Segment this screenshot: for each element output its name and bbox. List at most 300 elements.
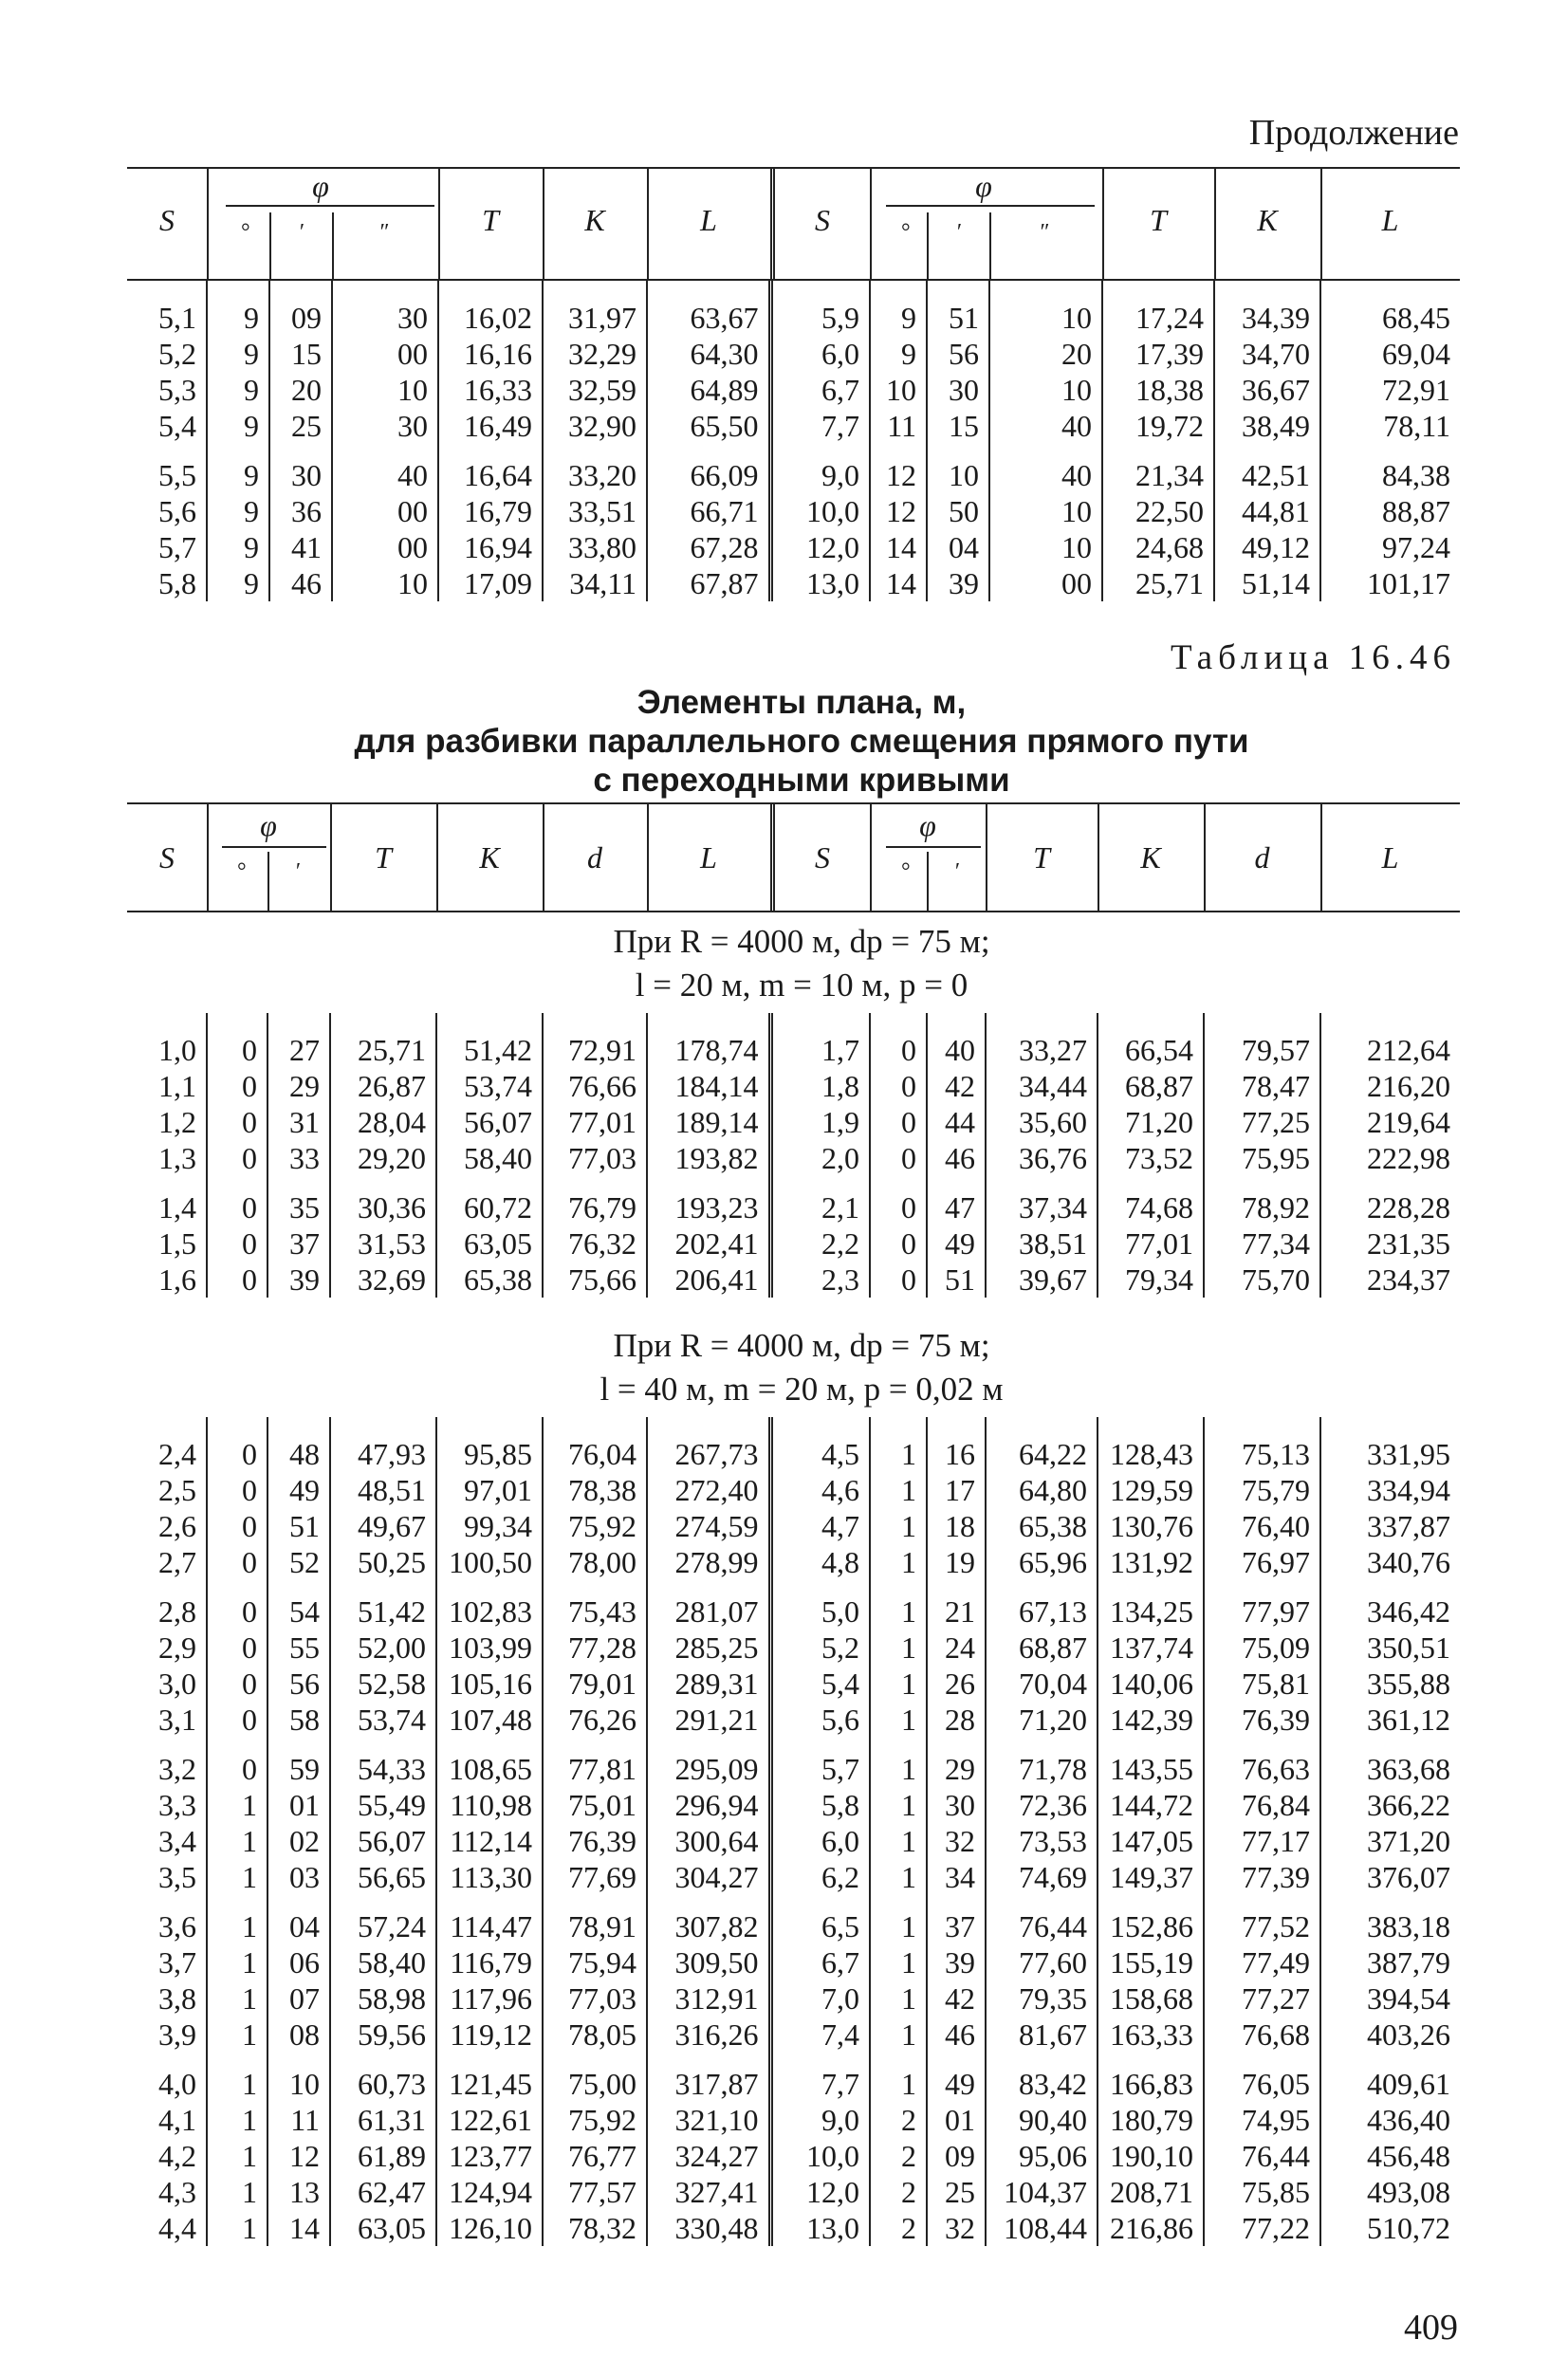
table-cell: 75,94 [543, 1944, 647, 1980]
table-cell: 71,20 [1098, 1104, 1204, 1140]
table-cell: 1 [207, 2138, 267, 2174]
table-cell: 74,69 [986, 1859, 1098, 1895]
table-cell: 79,57 [1204, 1032, 1320, 1068]
table-cell: 0 [870, 1068, 927, 1104]
table-cell: 5,8 [770, 1787, 870, 1823]
table-cell: 18,38 [1102, 372, 1214, 408]
table-cell: 2 [870, 2102, 927, 2138]
table-cell: 340,76 [1320, 1544, 1460, 1580]
table-cell: 1 [207, 2017, 267, 2053]
table-cell: 116,79 [436, 1944, 543, 1980]
table-cell: 40 [989, 408, 1102, 444]
table-cell: 1 [870, 1508, 927, 1544]
table-cell: 122,61 [436, 2102, 543, 2138]
table-cell: 83,42 [986, 2066, 1098, 2102]
table-row [127, 1068, 1460, 1104]
table-cell: 309,50 [647, 1944, 770, 1980]
header2-t: T [375, 840, 392, 875]
table-cell: 77,97 [1204, 1593, 1320, 1630]
table-cell: 49 [927, 1225, 986, 1262]
header-sec: ″ [378, 220, 388, 245]
table-cell: 363,68 [1320, 1751, 1460, 1787]
header2-deg: ° [236, 859, 246, 884]
table-cell: 68,45 [1320, 300, 1460, 336]
table-cell: 64,89 [647, 372, 770, 408]
table-cell: 0 [207, 1068, 267, 1104]
table-row [127, 1859, 1460, 1895]
table-cell: 55,49 [330, 1787, 436, 1823]
table-cell: 26 [927, 1666, 986, 1702]
table-row [127, 1593, 1460, 1630]
table-cell: 1,3 [158, 1141, 196, 1175]
header-k2: K [1257, 203, 1278, 237]
table-cell: 206,41 [647, 1262, 770, 1298]
table-cell: 33,27 [986, 1032, 1098, 1068]
table-row [127, 1787, 1460, 1823]
table-cell: 327,41 [647, 2174, 770, 2210]
table-cell: 2,3 [770, 1262, 870, 1298]
table-cell: 13 [267, 2174, 330, 2210]
table-cell: 72,36 [986, 1787, 1098, 1823]
table-cell: 25 [927, 2174, 986, 2210]
table-cell: 35,60 [986, 1104, 1098, 1140]
table-cell: 77,52 [1204, 1908, 1320, 1944]
table-cell: 1 [870, 1787, 927, 1823]
table-cell: 0 [870, 1104, 927, 1140]
table-cell: 394,54 [1320, 1980, 1460, 2017]
header2-k2: K [1140, 840, 1161, 875]
table-number: Таблица 16.46 [1171, 638, 1456, 677]
table-cell: 68,87 [986, 1630, 1098, 1666]
table-cell: 77,34 [1204, 1225, 1320, 1262]
table-cell: 58,40 [436, 1140, 543, 1176]
section1-condition-line-1: При R = 4000 м, dр = 75 м; [613, 923, 990, 960]
table-cell: 1 [870, 1823, 927, 1859]
table-cell: 77,57 [543, 2174, 647, 2210]
table-cell: 121,45 [436, 2066, 543, 2102]
table-cell: 180,79 [1098, 2102, 1204, 2138]
table-cell: 17,09 [438, 565, 543, 601]
table-cell: 90,40 [986, 2102, 1098, 2138]
table-cell: 76,39 [1204, 1702, 1320, 1738]
table-cell: 107,48 [436, 1702, 543, 1738]
table-cell: 64,80 [986, 1472, 1098, 1508]
table-cell: 114,47 [436, 1908, 543, 1944]
table-cell: 50,25 [330, 1544, 436, 1580]
header-t: T [482, 203, 499, 237]
table-cell: 29,20 [330, 1140, 436, 1176]
table-cell: 10 [989, 529, 1102, 565]
table-cell: 29 [267, 1068, 330, 1104]
table-cell: 7,7 [770, 408, 870, 444]
table-cell: 73,53 [986, 1823, 1098, 1859]
table-row [127, 493, 1460, 529]
table-cell: 13,0 [770, 565, 870, 601]
table-cell: 52,00 [330, 1630, 436, 1666]
table-cell: 69,04 [1320, 336, 1460, 372]
table-cell: 32 [927, 2210, 986, 2246]
table-cell: 3,1 [158, 1703, 196, 1737]
table-row [127, 1472, 1460, 1508]
header2-k: K [479, 840, 500, 875]
table-cell: 33,80 [543, 529, 647, 565]
table-cell: 76,97 [1204, 1544, 1320, 1580]
table-cell: 14 [870, 565, 927, 601]
table-cell: 9 [207, 408, 269, 444]
table-cell: 27 [267, 1032, 330, 1068]
table-cell: 2 [870, 2138, 927, 2174]
table-cell: 48 [267, 1436, 330, 1472]
table-cell: 77,28 [543, 1630, 647, 1666]
header-s2: S [815, 203, 830, 237]
table-cell: 50 [927, 493, 989, 529]
table-cell: 77,27 [1204, 1980, 1320, 2017]
table-cell: 41 [269, 529, 332, 565]
table-cell: 16,49 [438, 408, 543, 444]
table-cell: 231,35 [1320, 1225, 1460, 1262]
table-cell: 75,79 [1204, 1472, 1320, 1508]
table-cell: 278,99 [647, 1544, 770, 1580]
table-cell: 16,33 [438, 372, 543, 408]
table1-body [127, 281, 1460, 601]
table-cell: 38,49 [1214, 408, 1320, 444]
table-cell: 28,04 [330, 1104, 436, 1140]
table-cell: 12 [267, 2138, 330, 2174]
table-cell: 77,03 [543, 1140, 647, 1176]
table-cell: 54,33 [330, 1751, 436, 1787]
table-cell: 361,12 [1320, 1702, 1460, 1738]
table-row [127, 2138, 1460, 2174]
table-cell: 11 [267, 2102, 330, 2138]
header2-l: L [700, 840, 717, 875]
table-cell: 07 [267, 1980, 330, 2017]
header2-s2: S [815, 840, 830, 875]
table-cell: 56,07 [436, 1104, 543, 1140]
table-cell: 75,43 [543, 1593, 647, 1630]
table-cell: 63,05 [436, 1225, 543, 1262]
table-cell: 56 [267, 1666, 330, 1702]
table-cell: 34,70 [1214, 336, 1320, 372]
table-cell: 16,16 [438, 336, 543, 372]
table-cell: 44,81 [1214, 493, 1320, 529]
table-cell: 67,28 [647, 529, 770, 565]
table-cell: 40 [927, 1032, 986, 1068]
table-cell: 09 [269, 300, 332, 336]
header-min2: ′ [955, 220, 961, 245]
table-cell: 2,4 [158, 1437, 196, 1471]
table-cell: 75,70 [1204, 1262, 1320, 1298]
table-cell: 6,7 [770, 372, 870, 408]
table-row [127, 1189, 1460, 1225]
table-cell: 76,68 [1204, 2017, 1320, 2053]
table-cell: 10 [927, 457, 989, 493]
table-cell: 51,42 [436, 1032, 543, 1068]
table-cell: 42 [927, 1068, 986, 1104]
table-cell: 66,54 [1098, 1032, 1204, 1068]
table-cell: 19,72 [1102, 408, 1214, 444]
table-row [127, 457, 1460, 493]
table-cell: 0 [207, 1472, 267, 1508]
table-title-line-2: для разбивки параллельного смещения прямого пути [354, 723, 1249, 760]
table-cell: 46 [927, 2017, 986, 2053]
table-cell: 4,4 [158, 2211, 196, 2245]
table-cell: 51 [927, 300, 989, 336]
table-cell: 76,63 [1204, 1751, 1320, 1787]
table-cell: 108,65 [436, 1751, 543, 1787]
table-cell: 104,37 [986, 2174, 1098, 2210]
table-cell: 158,68 [1098, 1980, 1204, 2017]
table-cell: 47,93 [330, 1436, 436, 1472]
table-row [127, 372, 1460, 408]
table-cell: 48,51 [330, 1472, 436, 1508]
table-cell: 74,95 [1204, 2102, 1320, 2138]
table-cell: 30 [927, 1787, 986, 1823]
table-row [127, 1630, 1460, 1666]
table-cell: 21 [927, 1593, 986, 1630]
table-row [127, 2210, 1460, 2246]
table-cell: 3,4 [158, 1824, 196, 1858]
table-cell: 34,11 [543, 565, 647, 601]
table-cell: 1,1 [158, 1069, 196, 1103]
table-cell: 5,4 [770, 1666, 870, 1702]
table-cell: 5,0 [770, 1593, 870, 1630]
table-cell: 65,96 [986, 1544, 1098, 1580]
table-cell: 34,39 [1214, 300, 1320, 336]
table-cell: 1,7 [770, 1032, 870, 1068]
header2-l2: L [1381, 840, 1399, 875]
table-cell: 39 [267, 1262, 330, 1298]
table-cell: 13,0 [770, 2210, 870, 2246]
table-cell: 65,38 [436, 1262, 543, 1298]
table-cell: 2 [870, 2210, 927, 2246]
table-cell: 32,90 [543, 408, 647, 444]
table-cell: 64,30 [647, 336, 770, 372]
table-cell: 9 [207, 336, 269, 372]
table-cell: 1 [207, 1944, 267, 1980]
table-cell: 1 [870, 1980, 927, 2017]
table-cell: 166,83 [1098, 2066, 1204, 2102]
table-row [127, 1751, 1460, 1787]
table-cell: 37 [927, 1908, 986, 1944]
table-cell: 38,51 [986, 1225, 1098, 1262]
table-cell: 129,59 [1098, 1472, 1204, 1508]
table-cell: 0 [207, 1544, 267, 1580]
table-title-line-1: Элементы плана, м, [636, 684, 967, 721]
table-cell: 51,14 [1214, 565, 1320, 601]
table-cell: 334,94 [1320, 1472, 1460, 1508]
table-cell: 97,24 [1320, 529, 1460, 565]
table-title [313, 683, 1290, 800]
table-cell: 0 [207, 1104, 267, 1140]
table-cell: 5,7 [770, 1751, 870, 1787]
table-cell: 0 [207, 1225, 267, 1262]
table-cell: 72,91 [1320, 372, 1460, 408]
table-cell: 2,6 [158, 1509, 196, 1543]
table-cell: 143,55 [1098, 1751, 1204, 1787]
table-cell: 49 [267, 1472, 330, 1508]
table-cell: 32,29 [543, 336, 647, 372]
table-cell: 78,91 [543, 1908, 647, 1944]
table-cell: 4,1 [158, 2103, 196, 2137]
table-cell: 33,51 [543, 493, 647, 529]
table-cell: 00 [332, 493, 438, 529]
table-cell: 60,72 [436, 1189, 543, 1225]
table-cell: 53,74 [436, 1068, 543, 1104]
table-cell: 76,04 [543, 1436, 647, 1472]
table-cell: 88,87 [1320, 493, 1460, 529]
table-cell: 1,4 [158, 1190, 196, 1225]
table-cell: 1,8 [770, 1068, 870, 1104]
table-cell: 2,2 [770, 1225, 870, 1262]
table-cell: 66,71 [647, 493, 770, 529]
table-cell: 1 [870, 2066, 927, 2102]
table-cell: 17,39 [1102, 336, 1214, 372]
table-cell: 317,87 [647, 2066, 770, 2102]
table-cell: 81,67 [986, 2017, 1098, 2053]
table1-header [127, 167, 1460, 281]
table-cell: 101,17 [1320, 565, 1460, 601]
table-cell: 77,01 [1098, 1225, 1204, 1262]
table-cell: 10 [267, 2066, 330, 2102]
table-cell: 76,66 [543, 1068, 647, 1104]
table-cell: 307,82 [647, 1908, 770, 1944]
table-cell: 73,52 [1098, 1140, 1204, 1176]
table-cell: 510,72 [1320, 2210, 1460, 2246]
table-cell: 39,67 [986, 1262, 1098, 1298]
table-cell: 95,06 [986, 2138, 1098, 2174]
table-cell: 108,44 [986, 2210, 1098, 2246]
table2-header [127, 802, 1460, 912]
table-cell: 25 [269, 408, 332, 444]
section2-condition-line-1: При R = 4000 м, dр = 75 м; [613, 1327, 990, 1364]
table-cell: 09 [927, 2138, 986, 2174]
section2-condition-line-2: l = 40 м, m = 20 м, p = 0,02 м [600, 1371, 1004, 1408]
table-cell: 64,22 [986, 1436, 1098, 1472]
table-cell: 5,7 [158, 530, 196, 564]
table-cell: 1 [870, 1751, 927, 1787]
table-cell: 02 [267, 1823, 330, 1859]
table-cell: 9 [207, 493, 269, 529]
table-cell: 31,97 [543, 300, 647, 336]
table-cell: 65,50 [647, 408, 770, 444]
table-cell: 1,2 [158, 1105, 196, 1139]
table-cell: 75,92 [543, 1508, 647, 1544]
table-cell: 0 [870, 1225, 927, 1262]
table-cell: 16,02 [438, 300, 543, 336]
table-cell: 75,85 [1204, 2174, 1320, 2210]
table-cell: 77,22 [1204, 2210, 1320, 2246]
table-cell: 5,3 [158, 373, 196, 407]
table-cell: 102,83 [436, 1593, 543, 1630]
table-cell: 04 [267, 1908, 330, 1944]
table-cell: 140,06 [1098, 1666, 1204, 1702]
table-cell: 75,00 [543, 2066, 647, 2102]
table-cell: 78,38 [543, 1472, 647, 1508]
table-cell: 00 [332, 336, 438, 372]
table-cell: 76,32 [543, 1225, 647, 1262]
table-cell: 126,10 [436, 2210, 543, 2246]
table-cell: 222,98 [1320, 1140, 1460, 1176]
header-deg2: ° [900, 220, 910, 245]
table-cell: 5,1 [158, 301, 196, 335]
table-cell: 36,76 [986, 1140, 1098, 1176]
table-cell: 33,20 [543, 457, 647, 493]
table-cell: 216,86 [1098, 2210, 1204, 2246]
page-number: 409 [1404, 2308, 1458, 2348]
table-cell: 6,0 [770, 1823, 870, 1859]
table-cell: 77,17 [1204, 1823, 1320, 1859]
table-cell: 3,0 [158, 1667, 196, 1701]
table-cell: 56 [927, 336, 989, 372]
table-cell: 1 [207, 1980, 267, 2017]
table-cell: 0 [207, 1436, 267, 1472]
table-cell: 1 [870, 1593, 927, 1630]
table-cell: 31 [267, 1104, 330, 1140]
table-cell: 19 [927, 1544, 986, 1580]
table-cell: 189,14 [647, 1104, 770, 1140]
table-cell: 128,43 [1098, 1436, 1204, 1472]
table-cell: 134,25 [1098, 1593, 1204, 1630]
table-cell: 76,44 [986, 1908, 1098, 1944]
table-cell: 376,07 [1320, 1859, 1460, 1895]
table-cell: 56,07 [330, 1823, 436, 1859]
table-cell: 08 [267, 2017, 330, 2053]
section2-conditions [313, 1324, 1290, 1411]
table-cell: 3,8 [158, 1981, 196, 2016]
table-cell: 63,05 [330, 2210, 436, 2246]
table-cell: 436,40 [1320, 2102, 1460, 2138]
table-cell: 1 [207, 1908, 267, 1944]
table-cell: 403,26 [1320, 2017, 1460, 2053]
table-cell: 79,34 [1098, 1262, 1204, 1298]
section1-condition-line-2: l = 20 м, m = 10 м, p = 0 [635, 967, 968, 1004]
table-cell: 76,39 [543, 1823, 647, 1859]
table-row [127, 1508, 1460, 1544]
table-cell: 42,51 [1214, 457, 1320, 493]
table-cell: 142,39 [1098, 1702, 1204, 1738]
table-cell: 71,20 [986, 1702, 1098, 1738]
table-cell: 1 [870, 1944, 927, 1980]
table-cell: 76,44 [1204, 2138, 1320, 2174]
table-cell: 32,59 [543, 372, 647, 408]
table-cell: 5,4 [158, 409, 196, 443]
table-cell: 3,6 [158, 1909, 196, 1943]
table-cell: 0 [870, 1189, 927, 1225]
table-cell: 44 [927, 1104, 986, 1140]
header2-min: ′ [294, 859, 300, 884]
table-cell: 30 [927, 372, 989, 408]
table-cell: 52 [267, 1544, 330, 1580]
table-cell: 4,2 [158, 2139, 196, 2173]
table-cell: 31,53 [330, 1225, 436, 1262]
table-cell: 2,0 [770, 1140, 870, 1176]
table-cell: 18 [927, 1508, 986, 1544]
continuation-label: Продолжение [1248, 113, 1459, 153]
section1-conditions [313, 920, 1290, 1007]
table2-section2-body [127, 1417, 1460, 2246]
table-cell: 0 [207, 1189, 267, 1225]
table-row [127, 565, 1460, 601]
table-cell: 267,73 [647, 1436, 770, 1472]
table-cell: 178,74 [647, 1032, 770, 1068]
table-cell: 03 [267, 1859, 330, 1895]
table-cell: 3,2 [158, 1752, 196, 1786]
table-cell: 75,95 [1204, 1140, 1320, 1176]
table-cell: 5,8 [158, 566, 196, 600]
table-cell: 10 [989, 300, 1102, 336]
table-cell: 75,66 [543, 1262, 647, 1298]
table-cell: 32 [927, 1823, 986, 1859]
